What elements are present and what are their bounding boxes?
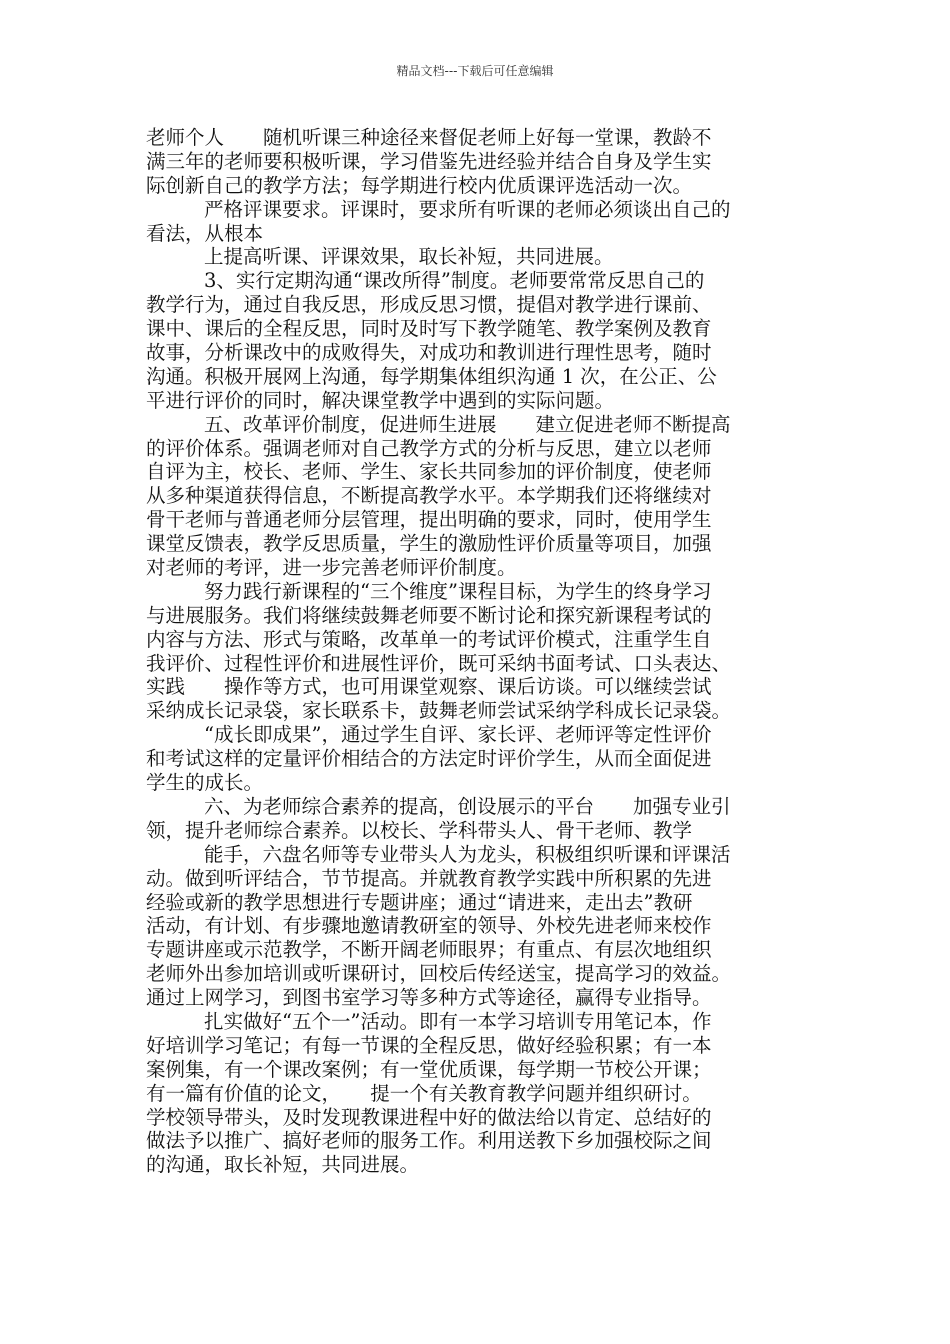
paragraph-start: 上提高听课、评课效果，取长补短，共同进展。 [204, 245, 614, 269]
paragraph-start: 3、实行定期沟通“课改所得”制度。老师要常常反思自己的 [204, 269, 705, 293]
text-line: 内容与方法、形式与策略，改革单一的考试评价模式，注重学生自 [146, 627, 712, 651]
text-line: 对老师的考评，进一步完善老师评价制度。 [146, 556, 517, 580]
text-line: 学校领导带头，及时发现教课进程中好的做法给以肯定、总结好的 [146, 1105, 712, 1129]
text-line: 学生的成长。 [146, 771, 264, 795]
document-body [146, 126, 814, 1177]
text-line: 经验或新的教学思想进行专题讲座；通过“请进来，走出去”教研 [146, 890, 693, 914]
text-line: 平进行评价的同时，解决课堂教学中遇到的实际问题。 [146, 388, 615, 412]
text-line: 骨干老师与普通老师分层管理，提出明确的要求，同时，使用学生 [146, 508, 712, 532]
text-line: 老师个人 随机听课三种途径来督促老师上好每一堂课，教龄不 [146, 126, 712, 149]
text-line: 有一篇有价值的论文， 提一个有关教育教学问题并组织研讨。 [146, 1081, 702, 1105]
text-line: 课中、课后的全程反思，同时及时写下教学随笔、教学案例及教育 [146, 317, 712, 341]
text-line: 做法予以推广、搞好老师的服务工作。利用送教下乡加强校际之间 [146, 1129, 712, 1153]
text-line: 故事，分析课改中的成败得失，对成功和教训进行理性思考，随时 [146, 341, 712, 365]
paragraph-start: “成长即成果”，通过学生自评、家长评、老师评等定性评价 [204, 723, 712, 747]
text-line: 看法，从根本 [146, 221, 264, 245]
text-line: 的沟通，取长补短，共同进展。 [146, 1153, 420, 1177]
text-line: 老师外出参加培训或听课研讨，回校后传经送宝，提高学习的效益。 [146, 962, 732, 986]
paragraph-start: 六、为老师综合素养的提高，创设展示的平台 加强专业引 [204, 794, 731, 818]
text-line: 课堂反馈表，教学反思质量，学生的激励性评价质量等项目，加强 [146, 532, 712, 556]
text-line: 专题讲座或示范教学，不断开阔老师眼界；有重点、有层次地组织 [146, 938, 712, 962]
text-line: 教学行为，通过自我反思，形成反思习惯，提倡对教学进行课前、 [146, 293, 712, 317]
paragraph-start: 努力践行新课程的“三个维度”课程目标，为学生的终身学习 [204, 579, 712, 603]
text-line: 与进展服务。我们将继续鼓舞老师要不断讨论和探究新课程考试的 [146, 603, 712, 627]
paragraph-start: 五、改革评价制度，促进师生进展 建立促进老师不断提高 [204, 412, 731, 436]
text-line: 自评为主，校长、老师、学生、家长共同参加的评价制度，使老师 [146, 460, 712, 484]
paragraph-start: 扎实做好“五个一”活动。即有一本学习培训专用笔记本，作 [204, 1009, 712, 1033]
paragraph-start: 严格评课要求。评课时，要求所有听课的老师必须谈出自己的 [204, 197, 731, 221]
text-line: 从多种渠道获得信息，不断提高教学水平。本学期我们还将继续对 [146, 484, 712, 508]
text-line: 实践 操作等方式，也可用课堂观察、课后访谈。可以继续尝试 [146, 675, 712, 699]
page-header: 精品文档---下载后可任意编辑 [396, 64, 554, 78]
text-line: 和考试这样的定量评价相结合的方法定时评价学生，从而全面促进 [146, 747, 712, 771]
text-line: 动。做到听评结合，节节提高。并就教育教学实践中所积累的先进 [146, 866, 712, 890]
text-line: 活动，有计划、有步骤地邀请教研室的领导、外校先进老师来校作 [146, 914, 712, 938]
text-line: 的评价体系。强调老师对自己教学方式的分析与反思，建立以老师 [146, 436, 712, 460]
text-line: 采纳成长记录袋，家长联系卡，鼓舞老师尝试采纳学科成长记录袋。 [146, 699, 732, 723]
text-line: 领，提升老师综合素养。以校长、学科带头人、骨干老师、教学 [146, 818, 693, 842]
text-line: 案例集，有一个课改案例；有一堂优质课，每学期一节校公开课； [146, 1057, 712, 1081]
text-line: 满三年的老师要积极听课，学习借鉴先进经验并结合自身及学生实 [146, 149, 712, 173]
text-line: 沟通。积极开展网上沟通，每学期集体组织沟通 1 次，在公正、公 [146, 364, 717, 388]
text-line: 际创新自己的教学方法；每学期进行校内优质课评选活动一次。 [146, 173, 693, 197]
text-line: 通过上网学习，到图书室学习等多种方式等途径，赢得专业指导。 [146, 986, 712, 1010]
text-line: 好培训学习笔记；有每一节课的全程反思，做好经验积累；有一本 [146, 1033, 712, 1057]
text-line: 我评价、过程性评价和进展性评价，既可采纳书面考试、口头表达、 [146, 651, 732, 675]
paragraph-start: 能手，六盘名师等专业带头人为龙头，积极组织听课和评课活 [204, 842, 731, 866]
